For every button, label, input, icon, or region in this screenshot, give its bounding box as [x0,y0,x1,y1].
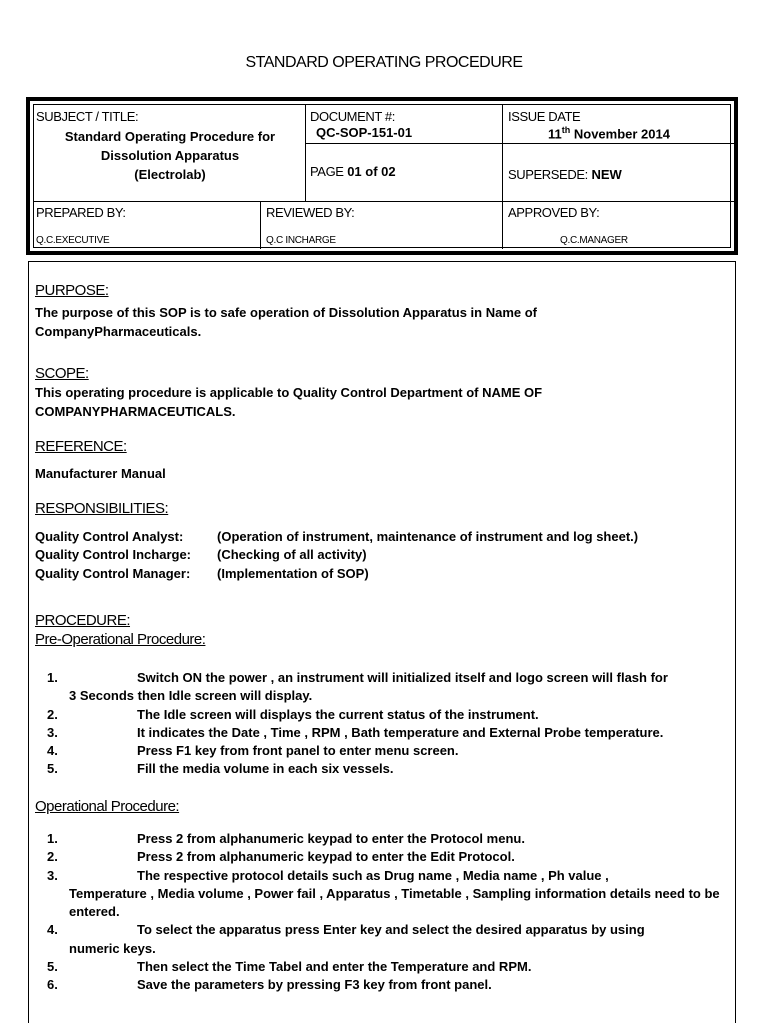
step-number: 3. [47,867,58,883]
responsibility-duty: (Operation of instrument, maintenance of instrument and log sheet.) [217,529,639,544]
subject-label: SUBJECT / TITLE: [36,109,139,124]
purpose-text [35,303,537,341]
step-number: 6. [47,977,58,993]
list-item [29,867,735,922]
scope-heading: SCOPE: [35,365,89,382]
step-text: Press 2 from alphanumeric keypad to enter the Protocol menu. [137,831,525,846]
list-item [29,958,735,976]
step-text: Switch ON the power , an instrument will initialized itself and logo screen will flash for [137,670,668,685]
step-number: 1. [47,831,58,846]
reviewed-cell [266,205,500,246]
reference-heading: REFERENCE: [35,438,127,455]
step-text: Save the parameters by pressing F3 key from front panel. [137,977,492,993]
step-continuation: 3 Seconds then Idle screen will display. [69,688,313,704]
step-text: Press F1 key from front panel to enter menu screen. [137,743,459,759]
responsibility-role: Quality Control Incharge: [35,547,192,562]
step-number: 4. [47,922,58,938]
step-number: 2. [47,706,58,722]
responsibility-role: Quality Control Manager: [35,566,191,581]
list-item [29,830,735,848]
scope-line: COMPANYPHARMACEUTICALS. [35,404,236,419]
responsibility-role: Quality Control Analyst: [35,529,184,544]
pre-operational-heading: Pre-Operational Procedure: [35,631,206,648]
header-divider [305,105,306,201]
step-number: 5. [47,959,58,975]
sop-header-table [26,97,738,255]
document-label: DOCUMENT #: [310,109,395,124]
issue-month-year: November 2014 [570,126,670,142]
supersede-label: SUPERSEDE: [508,167,588,182]
subject-line: Dissolution Apparatus [100,148,240,163]
header-divider [305,143,738,144]
header-inner-frame [33,104,731,248]
approved-value: Q.C.MANAGER [560,235,628,246]
responsibility-row [35,547,367,562]
issue-date-label: ISSUE DATE [508,109,581,124]
page-cell [310,164,500,179]
subject-line: Standard Operating Procedure for [64,129,276,144]
list-item [29,724,735,742]
prepared-cell [36,205,258,246]
issue-date-cell [508,109,736,141]
header-divider [502,105,503,249]
issue-day: 11 [548,126,562,142]
pre-operational-steps [29,669,735,779]
document-cell [310,109,500,140]
step-text: The respective protocol details such as Drug name , Media name , Ph value , [137,867,609,883]
scope-line: This operating procedure is applicable to Quality Control Department of NAME OF [35,385,543,400]
responsibilities-heading: RESPONSIBILITIES: [35,500,169,517]
responsibility-duty: (Checking of all activity) [217,547,367,562]
list-item [29,976,735,994]
operational-heading: Operational Procedure: [35,798,180,815]
document-title: STANDARD OPERATING PROCEDURE [245,54,523,71]
procedure-heading: PROCEDURE: [35,612,131,629]
approved-cell [508,205,736,246]
issue-date-value [548,125,736,141]
operational-steps [29,830,735,995]
responsibility-duty: (Implementation of SOP) [217,566,369,581]
list-item [29,669,735,706]
prepared-value: Q.C.EXECUTIVE [36,235,110,246]
prepared-label: PREPARED BY: [36,205,126,220]
subject-cell [36,109,304,184]
step-text: The Idle screen will displays the current status of the instrument. [137,706,539,722]
document-number: QC-SOP-151-01 [316,125,413,140]
supersede-value: NEW [591,167,622,182]
step-number: 4. [47,743,58,759]
approved-label: APPROVED BY: [508,205,600,220]
step-text: It indicates the Date , Time , RPM , Bath temperature and External Probe temperature. [137,724,664,740]
reference-text: Manufacturer Manual [35,466,166,481]
step-number: 2. [47,849,58,865]
purpose-line: CompanyPharmaceuticals. [35,324,202,339]
issue-day-suffix: th [561,125,571,135]
step-continuation: numeric keys. [69,940,156,956]
list-item [29,848,735,866]
step-text: To select the apparatus press Enter key and select the desired apparatus by using [137,922,645,938]
reviewed-label: REVIEWED BY: [266,205,355,220]
subject-line: (Electrolab) [134,167,206,182]
step-number: 3. [47,724,58,740]
scope-text [35,383,542,421]
page-label: PAGE [310,164,344,179]
page-number: 01 of 02 [347,164,396,179]
list-item [29,921,735,958]
step-continuation: Temperature , Media volume , Power fail , Apparatus , Timetable , Sampling information details need to be entered. [69,885,720,920]
list-item [29,706,735,724]
reviewed-value: Q.C INCHARGE [266,235,336,246]
step-text: Then select the Time Tabel and enter the Temperature and RPM. [137,959,532,975]
purpose-heading: PURPOSE: [35,282,109,299]
step-text: Press 2 from alphanumeric keypad to enter the Edit Protocol. [137,849,515,865]
responsibility-row [35,529,638,544]
header-divider [260,201,261,249]
responsibility-row [35,566,369,581]
list-item [29,742,735,760]
step-number: 1. [47,670,58,685]
sop-body [28,261,736,1023]
step-text: Fill the media volume in each six vessels. [137,761,394,777]
supersede-cell [508,167,736,182]
step-number: 5. [47,761,58,777]
list-item [29,760,735,778]
header-divider [34,201,738,202]
purpose-line: The purpose of this SOP is to safe operation of Dissolution Apparatus in Name of [35,305,537,320]
subject-title [36,127,304,184]
